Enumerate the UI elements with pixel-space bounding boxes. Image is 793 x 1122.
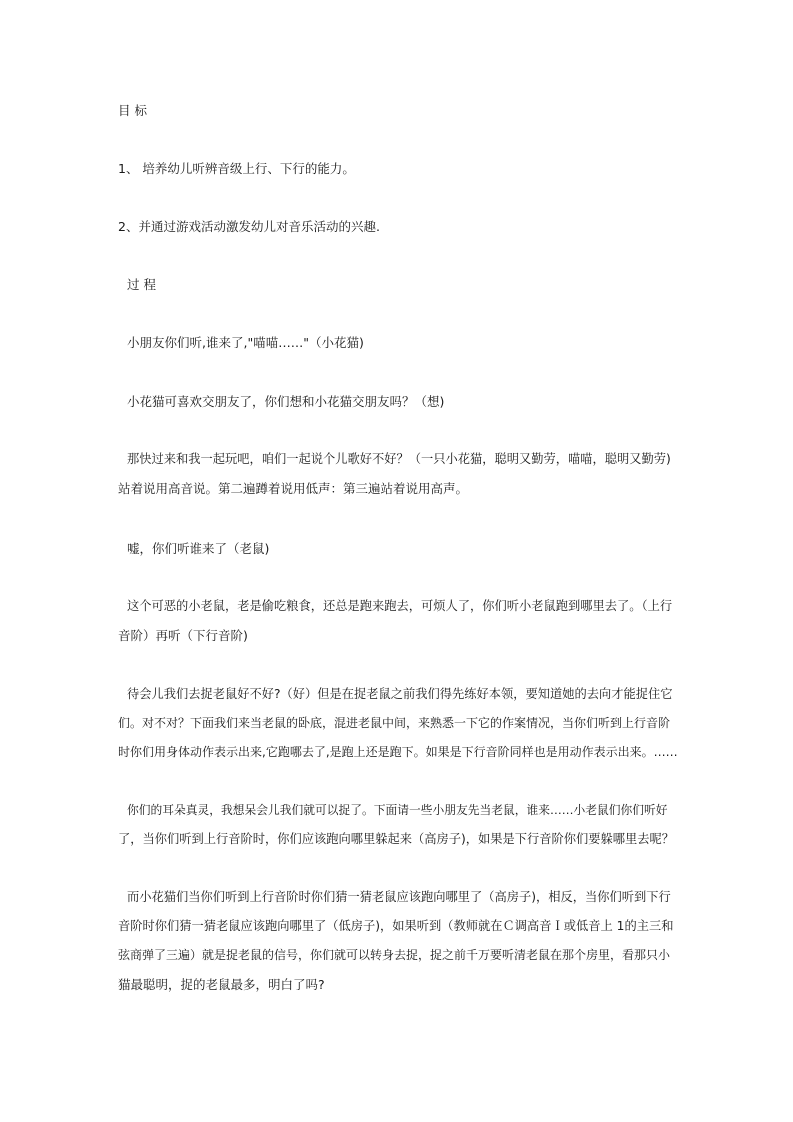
paragraph-8-line-2: 音阶时你们猜一猜老鼠应该跑向哪里了（低房子)，如果听到（教师就在Ｃ调高音Ｉ或低音上 1的主三和 <box>118 919 674 933</box>
paragraph-3-line-2: 站着说用高音说。第二遍蹲着说用低声：第三遍站着说用高声。 <box>118 481 469 496</box>
paragraph-3-line-1: 那快过来和我一起玩吧，咱们一起说个儿歌好不好？（一只小花猫，聪明又勤劳，喵喵，聪明又勤劳) <box>127 452 671 466</box>
paragraph-8-line-4: 猫最聪明，捉的老鼠最多，明白了吗? <box>118 977 325 992</box>
heading-process: 过 程 <box>127 277 156 292</box>
paragraph-1: 小朋友你们听,谁来了,"喵喵……"（小花猫) <box>127 335 364 350</box>
paragraph-5-line-1: 这个可恶的小老鼠，老是偷吃粮食，还总是跑来跑去，可烦人了，你们听小老鼠跑到哪里去了。（上行 <box>127 599 673 613</box>
paragraph-7-line-2: 了，当你们听到上行音阶时，你们应该跑向哪里躲起来（高房子)，如果是下行音阶你们要躲哪里去呢？ <box>118 832 675 846</box>
paragraph-6-line-2: 们。对不对？下面我们来当老鼠的卧底，混进老鼠中间，来熟悉一下它的作案情况，当你们听到上行音阶 <box>118 716 671 730</box>
heading-goal: 目 标 <box>118 103 147 118</box>
goal-item-2: 2、并通过游戏活动激发幼儿对音乐活动的兴趣. <box>118 219 380 234</box>
paragraph-8-line-3: 弦商弹了三遍）就是捉老鼠的信号，你们就可以转身去捉，捉之前千万要听清老鼠在那个房里，看那只小 <box>118 948 671 962</box>
paragraph-8-line-1: 而小花猫们当你们听到上行音阶时你们猜一猜老鼠应该跑向哪里了（高房子)，相反，当你们听到下行 <box>127 890 671 904</box>
paragraph-6-line-1: 待会儿我们去捉老鼠好不好?（好）但是在捉老鼠之前我们得先练好本领，要知道她的去向才能捉住它 <box>127 687 673 701</box>
paragraph-4: 嘘，你们听谁来了（老鼠) <box>127 541 270 556</box>
paragraph-2: 小花猫可喜欢交朋友了，你们想和小花猫交朋友吗？（想) <box>127 394 445 409</box>
goal-item-1: 1、 培养幼儿听辨音级上行、下行的能力。 <box>118 161 355 176</box>
paragraph-6-line-3: 时你们用身体动作表示出来,它跑哪去了,是跑上还是跑下。如果是下行音阶同样也是用动作表示出来。…… <box>118 745 678 759</box>
paragraph-7-line-1: 你们的耳朵真灵，我想呆会儿我们就可以捉了。下面请一些小朋友先当老鼠，谁来……小老鼠们你们听好 <box>127 803 668 817</box>
paragraph-5-line-2: 音阶）再听（下行音阶) <box>118 628 248 643</box>
